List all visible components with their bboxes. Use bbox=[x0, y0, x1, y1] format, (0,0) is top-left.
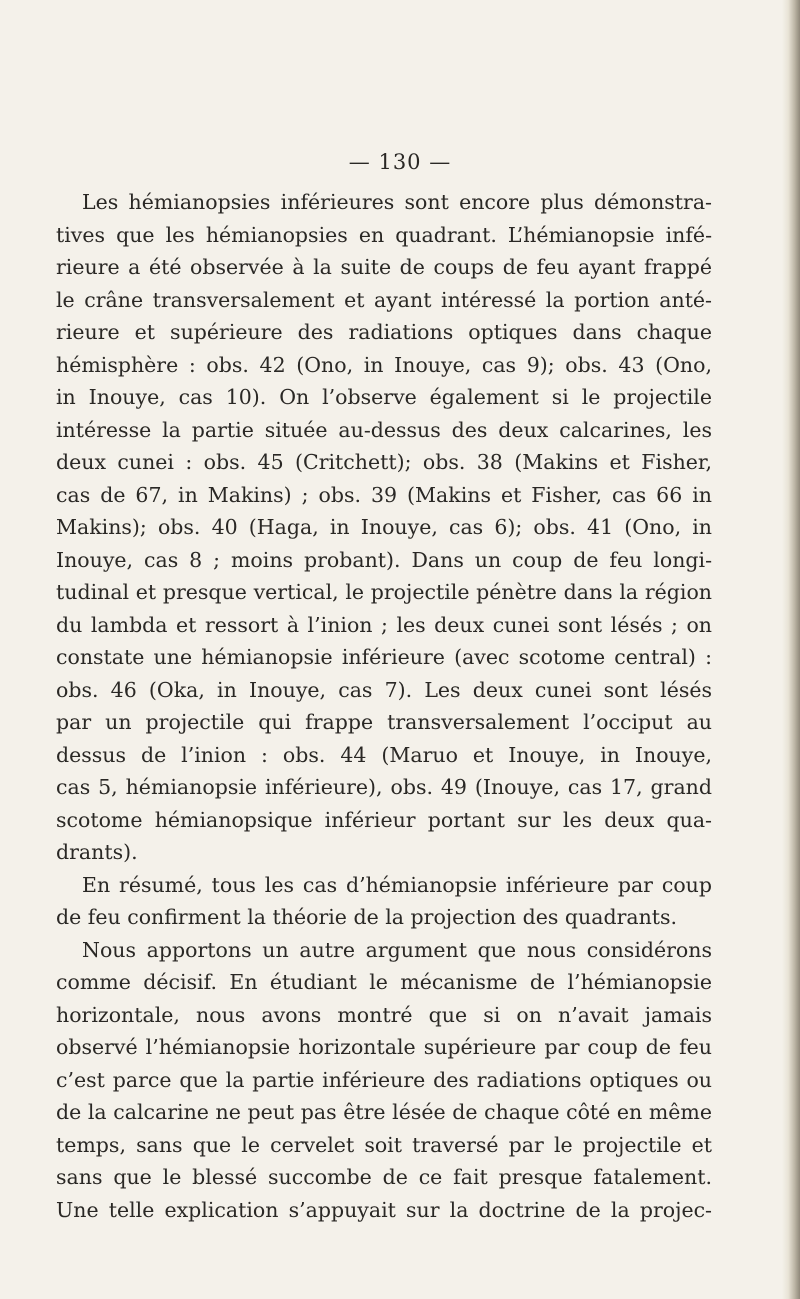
text-line: scotome hémianopsique inférieur portant sur les deux qua- bbox=[56, 807, 712, 832]
text-line: Nous apportons un autre argument que nous considérons bbox=[82, 937, 712, 962]
text-line: sans que le blessé succombe de ce fait presque fatalement. bbox=[56, 1165, 712, 1189]
text-line: Makins); obs. 40 (Haga, in Inouye, cas 6); obs. 41 (Ono, in bbox=[56, 515, 712, 539]
text-line: obs. 46 (Oka, in Inouye, cas 7). Les deux cunei sont lésés bbox=[56, 677, 712, 702]
text-line: Les hémianopsies inférieures sont encore plus démonstra- bbox=[82, 190, 712, 214]
text-line: cas 5, hémianopsie inférieure), obs. 49 (Inouye, cas 17, grand bbox=[56, 775, 712, 799]
text-line: rieure a été observée à la suite de coups de feu ayant frappé bbox=[56, 255, 712, 279]
text-line: par un projectile qui frappe transversalement l’occiput au bbox=[56, 710, 712, 734]
text-line: in Inouye, cas 10). On l’observe également si le projectile bbox=[56, 385, 712, 409]
text-line: En résumé, tous les cas d’hémianopsie inférieure par coup bbox=[82, 872, 712, 897]
text-line: Inouye, cas 8 ; moins probant). Dans un coup de feu longi- bbox=[56, 547, 712, 572]
text-line: observé l’hémianopsie horizontale supérieure par coup de feu bbox=[56, 1035, 712, 1059]
text-line: dessus de l’inion : obs. 44 (Maruo et Inouye, in Inouye, bbox=[56, 742, 712, 767]
text-line: tudinal et presque vertical, le projectile pénètre dans la région bbox=[56, 580, 712, 604]
text-line: temps, sans que le cervelet soit traversé par le projectile et bbox=[56, 1132, 712, 1157]
text-line: constate une hémianopsie inférieure (avec scotome central) : bbox=[56, 645, 712, 669]
page-number: — 130 — bbox=[348, 150, 452, 174]
text-line: de la calcarine ne peut pas être lésée de chaque côté en même bbox=[56, 1100, 712, 1124]
text-line: intéresse la partie située au-dessus des deux calcarines, les bbox=[56, 417, 712, 442]
text-line: comme décisif. En étudiant le mécanisme de l’hémianopsie bbox=[56, 970, 712, 994]
text-line: rieure et supérieure des radiations optiques dans chaque bbox=[56, 320, 712, 344]
text-line: cas de 67, in Makins) ; obs. 39 (Makins et Fisher, cas 66 in bbox=[56, 482, 712, 507]
text-line: tives que les hémianopsies en quadrant. L’hémianopsie infé- bbox=[56, 222, 712, 247]
page-edge-shadow bbox=[782, 0, 800, 1299]
text-line: horizontale, nous avons montré que si on n’avait jamais bbox=[56, 1002, 712, 1027]
text-line: hémisphère : obs. 42 (Ono, in Inouye, cas 9); obs. 43 (Ono, bbox=[56, 352, 712, 377]
text-line: le crâne transversalement et ayant intéressé la portion anté- bbox=[56, 287, 712, 312]
text-line: c’est parce que la partie inférieure des radiations optiques ou bbox=[56, 1067, 712, 1092]
text-line: Une telle explication s’appuyait sur la doctrine de la projec- bbox=[56, 1197, 712, 1222]
text-line: drants). bbox=[56, 840, 138, 864]
text-line: de feu confirment la théorie de la projection des quadrants. bbox=[56, 905, 678, 929]
text-line: du lambda et ressort à l’inion ; les deux cunei sont lésés ; on bbox=[56, 612, 712, 637]
body-text bbox=[56, 186, 712, 1226]
text-line: deux cunei : obs. 45 (Critchett); obs. 38 (Makins et Fisher, bbox=[56, 450, 712, 474]
